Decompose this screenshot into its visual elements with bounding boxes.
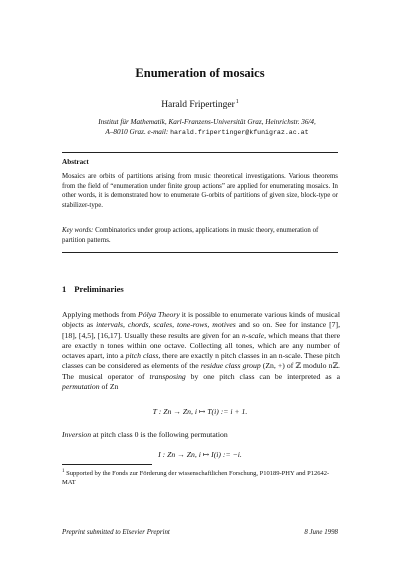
footer-date: 8 June 1998 xyxy=(304,529,338,536)
footnote-rule xyxy=(62,464,152,465)
author-name: Harald Fripertinger xyxy=(161,100,235,111)
section-number: 1 xyxy=(62,284,67,294)
affiliation xyxy=(62,117,352,138)
para-emph: pitch class xyxy=(125,351,159,361)
para-text: by one pitch class can be interpreted as a xyxy=(185,371,340,381)
para-emph: transposing xyxy=(149,371,186,381)
inversion-term: Inversion xyxy=(62,430,92,439)
author-email: harald.fripertinger@kfunigraz.ac.at xyxy=(170,129,309,136)
inversion-paragraph xyxy=(62,430,340,439)
abstract-top-rule xyxy=(62,152,338,153)
para-text: , there are exactly n pitch classes in an n-scale. These pitch classes can be considered as elements of the xyxy=(62,351,340,371)
keywords xyxy=(62,226,338,245)
body-paragraph xyxy=(62,310,340,392)
affiliation-line-2: A–8010 Graz. e-mail: xyxy=(105,128,169,136)
para-emph: Pólya Theory xyxy=(138,310,180,319)
abstract-body: Mosaics are orbits of partitions arising from music theoretical investigations. Various theorems from the field of “enumeration under finite group actions” are applied for enumerating mosaics. In other words, it is demonstrated how to enumerate G-orbits of partitions of given size, block-type or stabilizer-type. xyxy=(62,173,338,209)
para-text: it is possible to enumerate various kinds of musical objects as xyxy=(62,310,340,330)
section-heading xyxy=(62,284,124,294)
footnote-mark: 1 xyxy=(62,469,65,474)
para-text: Applying methods from xyxy=(62,310,139,319)
para-emph: residue class group xyxy=(200,361,261,371)
author-line xyxy=(0,99,400,110)
para-emph: permutation xyxy=(62,382,100,392)
footnote-text: Supported by the Fonds zur Förderung der wissenschaftlichen Forschung, P10189-PHY and P12642-MAT xyxy=(62,470,330,487)
para-text: (Zn, +) of ℤ modulo nℤ. The musical operator of xyxy=(62,361,340,381)
abstract-bottom-rule xyxy=(62,252,338,253)
section-title: Preliminaries xyxy=(74,284,124,294)
footer-preprint: Preprint submitted to Elsevier Preprint xyxy=(62,529,170,536)
keywords-text: Combinatorics under group actions, applications in music theory, enumeration of partition patterns. xyxy=(62,227,319,244)
author-footnote-mark: 1 xyxy=(235,99,239,105)
equation-transposition: T : Zn → Zn, i ↦ T(i) := i + 1. xyxy=(152,407,248,416)
abstract-heading: Abstract xyxy=(62,158,89,166)
para-emph: intervals, chords, scales, tone-rows, motives xyxy=(96,320,236,330)
para-text: and so on. See for instance [7], [18], [4,5], [16,17]. Usually these results are given for an xyxy=(62,320,341,340)
keywords-label: Key words: xyxy=(62,227,94,234)
footnote xyxy=(62,467,340,487)
affiliation-line-1: Institut für Mathematik, Karl-Franzens-Universität Graz, Heinrichstr. 36/4, xyxy=(98,118,316,126)
para-emph: n-scale xyxy=(241,330,265,340)
para-text: , which means that there are exactly n tones within one octave. Collecting all tones, which are any number of octaves apart, into a xyxy=(62,330,340,361)
equation-inversion: I : Zn → Zn, i ↦ I(i) := −i. xyxy=(158,450,242,459)
paper-title: Enumeration of mosaics xyxy=(135,66,265,80)
inversion-text: at pitch class 0 is the following permutation xyxy=(91,430,228,439)
para-text: of Zn xyxy=(99,382,119,392)
